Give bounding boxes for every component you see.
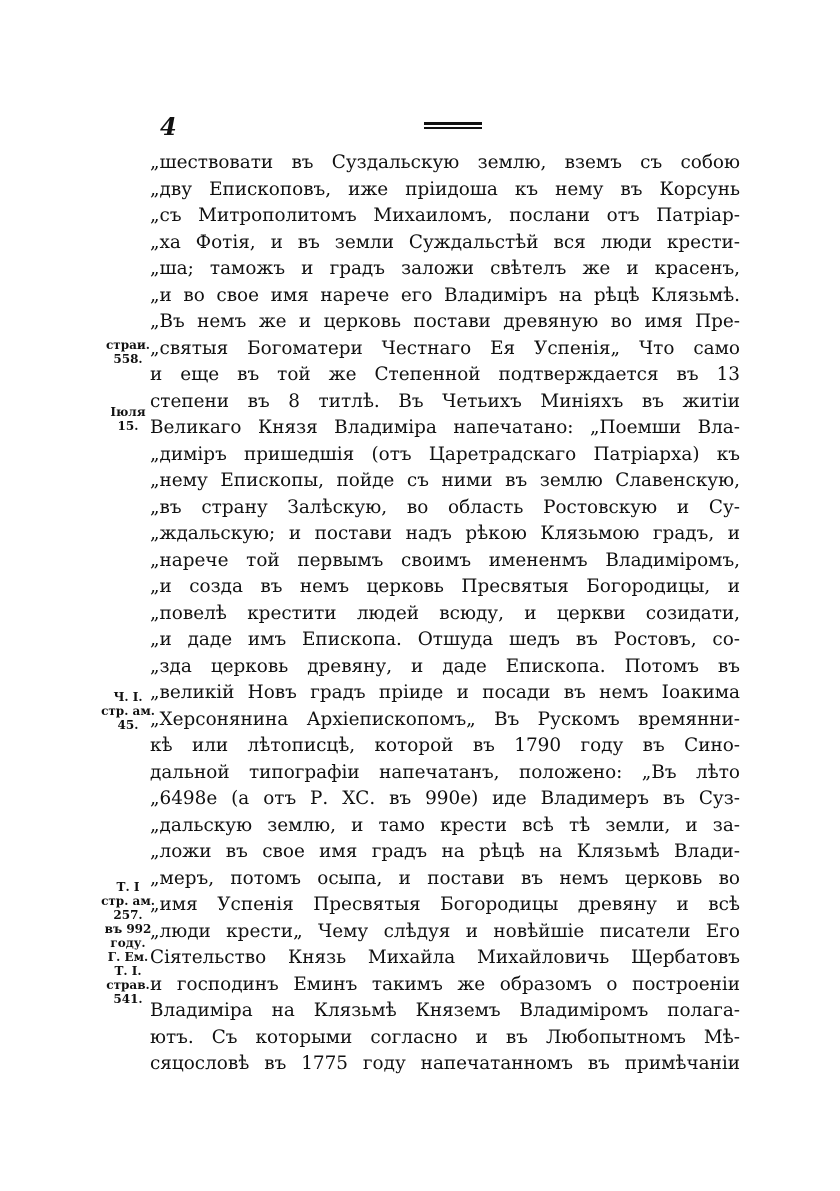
margin-note-line: въ 992: [104, 922, 152, 936]
margin-note-line: 15.: [117, 419, 139, 433]
text-line: степени въ 8 титлѣ. Въ Четьихъ Минiяхъ въ житiи: [150, 390, 740, 412]
margin-note-line: Iюля: [110, 405, 146, 419]
header-ornament-rule: [424, 122, 482, 129]
text-line: Сiятельство Князь Михайла Михайловичь Щербатовъ: [150, 947, 740, 968]
margin-note: [98, 338, 158, 366]
margin-note: [98, 690, 158, 732]
text-line: „великiй Новъ градъ прiиде и посади въ немъ Iоакима: [150, 682, 740, 703]
text-line: „съ Митрополитомъ Михаиломъ, послани отъ Патрiар-: [150, 205, 740, 226]
text-line: „люди крести„ Чему слѣдуя и новѣйшiе писатели Его: [150, 920, 740, 942]
margin-note-line: 257.: [113, 908, 143, 922]
text-line: и еще въ той же Степенной подтверждается въ 13: [150, 364, 740, 385]
text-line: сяцословѣ въ 1775 году напечатанномъ въ примѣчанiи: [150, 1053, 740, 1074]
page-number: 4: [160, 112, 177, 141]
margin-note-line: стр. ам.: [101, 894, 155, 908]
text-line: „и во свое имя нарече его Владимiръ на рѣцѣ Клязьмѣ.: [150, 284, 740, 306]
margin-note-line: 558.: [113, 352, 143, 366]
text-line: „нарече той первымъ своимъ имененмъ Владимiромъ,: [150, 549, 740, 571]
margin-note-line: страв.: [106, 978, 150, 992]
text-line: „и даде имъ Епископа. Отшуда шедъ въ Ростовъ, со-: [150, 629, 740, 650]
margin-note-line: 541.: [113, 992, 143, 1006]
margin-note-line: Ч. I.: [113, 690, 143, 704]
text-line: „ша; таможъ и градъ заложи свѣтелъ же и красенъ,: [150, 258, 740, 279]
text-line: кѣ или лѣтописцѣ, которой въ 1790 году въ Сино-: [150, 735, 740, 756]
text-line: ютъ. Съ которыми согласно и въ Любопытномъ Мѣ-: [150, 1026, 740, 1048]
text-line: „нему Епископы, пойде съ ними въ землю Славенскую,: [150, 470, 740, 491]
text-line: „ждальскую; и постави надъ рѣкою Клязьмою градъ, и: [150, 523, 740, 544]
text-line: „зда церковь древяну, и даде Епископа. Потомъ въ: [150, 655, 740, 677]
text-line: „Херсонянина Архiепископомъ„ Въ Рускомъ времянни-: [150, 708, 740, 730]
margin-note-line: 45.: [117, 718, 139, 732]
text-line: „Въ немъ же и церковь постави древяную во имя Пре-: [150, 311, 740, 332]
text-line: „шествовати въ Суздальскую землю, вземъ съ собою: [150, 152, 740, 173]
text-line: „имя Успенiя Пресвятыя Богородицы древяну и всѣ: [150, 894, 740, 915]
body-text: [150, 150, 740, 1078]
text-line: „ложи въ свое имя градъ на рѣцѣ на Клязьмѣ Влади-: [150, 841, 740, 862]
text-line: дальной типографiи напечатанъ, положено: „Въ лѣто: [150, 761, 740, 783]
text-line: и господинъ Еминъ такимъ же образомъ о построенiи: [150, 973, 740, 995]
text-line: „6498е (а отъ Р. ХС. въ 990е) иде Владимеръ въ Суз-: [150, 788, 740, 809]
margin-note-line: Т. I: [116, 880, 140, 894]
margin-note-line: году.: [110, 936, 146, 950]
text-line: Владимiра на Клязьмѣ Княземъ Владимiромъ полага-: [150, 1000, 740, 1021]
margin-note-line: Г. Ем.: [107, 950, 149, 964]
text-line: „меръ, потомъ осыпа, и постави въ немъ церковь во: [150, 867, 740, 889]
text-line: „и созда въ немъ церковь Пресвятыя Богородицы, и: [150, 576, 740, 597]
margin-note-line: стр. ам.: [101, 704, 155, 718]
text-line: „повелѣ крестити людей всюду, и церкви созидати,: [150, 602, 740, 624]
text-line: „димiръ пришедшiя (отъ Царетрадскаго Патрiарха) къ: [150, 443, 740, 465]
margin-note: [98, 880, 158, 1006]
text-line: „въ страну Залѣскую, во область Ростовскую и Су-: [150, 496, 740, 518]
margin-note-line: Т. I.: [114, 964, 142, 978]
margin-note: [98, 405, 158, 433]
text-line: „дальскую землю, и тамо крести всѣ тѣ земли, и за-: [150, 814, 740, 836]
text-line: „святыя Богоматери Честнаго Ея Успенiя„ Что само: [150, 337, 740, 359]
text-line: Великаго Князя Владимiра напечатано: „Поемши Вла-: [150, 417, 740, 438]
text-line: „ха Фотiя, и въ земли Суждальстѣй вся люди крести-: [150, 231, 740, 253]
text-line: „дву Епископовъ, иже прiидоша къ нему въ Корсунь: [150, 178, 740, 200]
margin-note-line: страи.: [106, 338, 150, 352]
